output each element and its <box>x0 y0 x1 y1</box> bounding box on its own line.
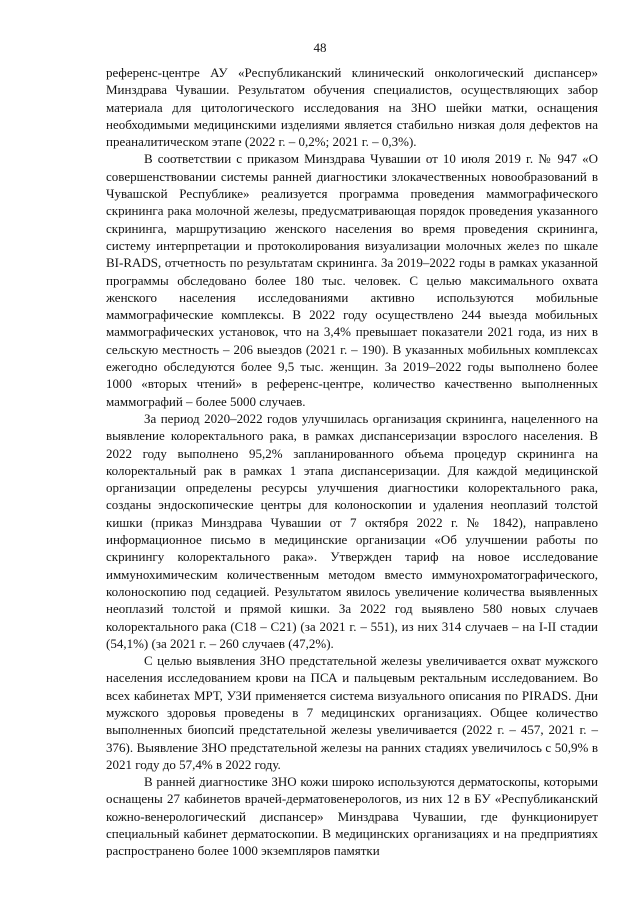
paragraph-cytology-referral: референс-центре АУ «Республиканский клинический онкологический диспансер» Минздрава Чувашии. Результатом обучения специалистов, осуществляющих забор материала для цитологического исследования на ЗНО шейки матки, оснащения необходимыми медицинскими изделиями является стабильно низкая доля дефектов на преаналитическом этапе (2022 г. – 0,2%; 2021 г. – 0,3%). <box>106 65 598 150</box>
paragraph-prostate-screening: С целью выявления ЗНО предстательной железы увеличивается охват мужского населения исследованием крови на ПСА и пальцевым ректальным исследованием. Во всех кабинетах МРТ, УЗИ применяется система визуального описания по PIRADS. Дни мужского здоровья проведены в 7 медицинских организациях. Общее количество выполненных биопсий предстательной железы увеличивается (2022 г. – 457, 2021 г. – 376). Выявление ЗНО предстательной железы на ранних стадиях увеличилось с 50,9% в 2021 году до 57,4% в 2022 году. <box>106 653 598 772</box>
paragraph-mammography-screening: В соответствии с приказом Минздрава Чувашии от 10 июля 2019 г. № 947 «О совершенствовании системы ранней диагностики злокачественных новообразований в Чувашской Республике» реализуется программа проведения маммографического скрининга рака молочной железы, предусматривающая порядок проведения указанного скрининга, маршрутизацию женского населения во время проведения скрининга, систему интерпретации и протоколирования визуализации молочных желез по шкале BI-RADS, отчетность по результатам скрининга. За 2019–2022 годы в рамках указанной программы обследовано более 180 тыс. человек. С целью максимального охвата женского населения исследованиями активно используются мобильные маммографические комплексы. В 2022 году осуществлено 244 выезда мобильных маммографических установок, что на 3,4% превышает показатели 2021 года, из них в сельскую местность – 206 выездов (2021 г. – 190). В указанных мобильных комплексах ежегодно обследуются более 9,5 тыс. женщин. За 2019–2022 годы выполнено более 1000 «вторых чтений» в референс-центре, количество качественно выполненных маммографий – более 5000 случаев. <box>106 151 598 409</box>
paragraph-skin-diagnostics: В ранней диагностике ЗНО кожи широко используются дерматоскопы, которыми оснащены 27 кабинетов врачей-дерматовенерологов, из них 12 в БУ «Республиканский кожно-венерологический диспансер» Минздрава Чувашии, где функционирует специальный кабинет дерматоскопии. В медицинских организациях и на предприятиях распространено более 1000 экземпляров памятки <box>106 774 598 859</box>
page-number: 48 <box>313 40 327 55</box>
paragraph-colorectal-screening: За период 2020–2022 годов улучшилась организация скрининга, нацеленного на выявление колоректального рака, в рамках диспансеризации взрослого населения. В 2022 году выполнено 95,2% запланированного объема процедур скрининга на колоректальный рак в рамках 1 этапа диспансеризации. Для каждой медицинской организации определены ресурсы улучшения диагностики колоректального рака, созданы эндоскопические центры для колоноскопии и удаления неоплазий толстой кишки (приказ Минздрава Чувашии от 7 октября 2022 г. № 1842), направлено информационное письмо в медицинские организации «Об улучшении работы по скринингу колоректального рака». Утвержден тариф на новое исследование иммунохимическим количественным методом вместо иммунохроматографического, колоноскопию под седацией. Результатом явилось увеличение количества выявленных неоплазий толстой и прямой кишки. За 2022 год выявлено 580 новых случаев колоректального рака (С18 – С21) (за 2021 г. – 551), из них 314 случаев – на I-II стадии (54,1%) (за 2021 г. – 260 случаев (47,2%). <box>106 410 598 651</box>
document-body <box>106 64 598 860</box>
